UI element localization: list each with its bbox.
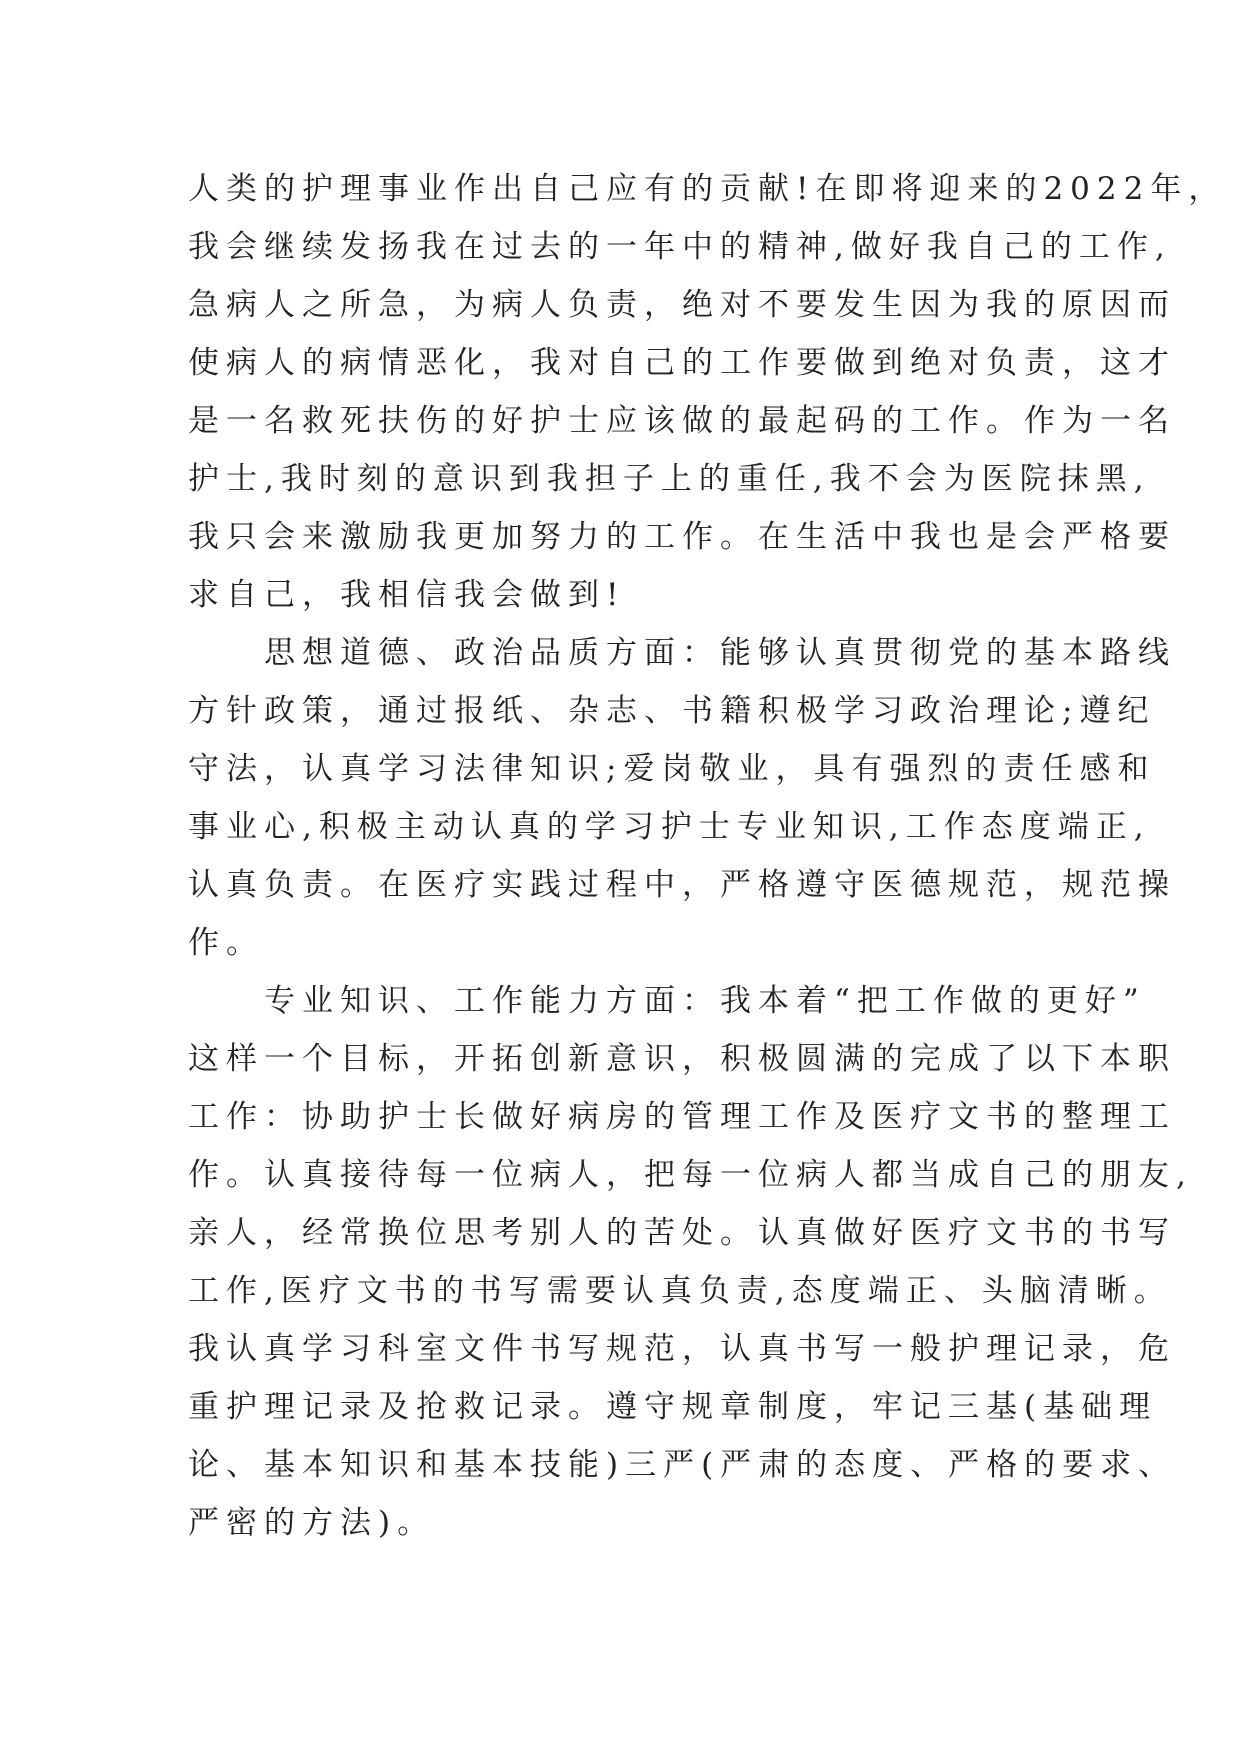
text-line: 事业心,积极主动认真的学习护士专业知识,工作态度端正, — [188, 809, 1151, 845]
text-line: 人类的护理事业作出自己应有的贡献!在即将迎来的2022年， — [188, 171, 1227, 207]
text-line: 急病人之所急，为病人负责，绝对不要发生因为我的原因而 — [188, 287, 1176, 323]
text-line: 这样一个目标，开拓创新意识，积极圆满的完成了以下本职 — [188, 1041, 1176, 1077]
text-line: 严密的方法)。 — [188, 1505, 436, 1541]
text-line: 我会继续发扬我在过去的一年中的精神,做好我自己的工作, — [188, 229, 1172, 265]
text-line: 认真负责。在医疗实践过程中，严格遵守医德规范，规范操 — [188, 867, 1176, 903]
text-line: 论、基本知识和基本技能)三严(严肃的态度、严格的要求、 — [188, 1447, 1177, 1483]
text-line: 专业知识、工作能力方面：我本着“把工作做的更好” — [188, 983, 1146, 1019]
text-line: 思想道德、政治品质方面：能够认真贯彻党的基本路线 — [188, 635, 1176, 671]
text-line: 我只会来激励我更加努力的工作。在生活中我也是会严格要 — [188, 519, 1176, 555]
text-line: 重护理记录及抢救记录。遵守规章制度，牢记三基(基础理 — [188, 1389, 1158, 1425]
text-line: 作。 — [188, 925, 264, 961]
text-line: 工作：协助护士长做好病房的管理工作及医疗文书的整理工 — [188, 1099, 1176, 1135]
text-line: 亲人，经常换位思考别人的苦处。认真做好医疗文书的书写 — [188, 1215, 1176, 1251]
text-line: 是一名救死扶伤的好护士应该做的最起码的工作。作为一名 — [188, 403, 1176, 439]
text-line: 守法，认真学习法律知识;爱岗敬业，具有强烈的责任感和 — [188, 751, 1156, 787]
text-line: 护士,我时刻的意识到我担子上的重任,我不会为医院抹黑, — [188, 461, 1151, 497]
text-line: 作。认真接待每一位病人，把每一位病人都当成自己的朋友, — [188, 1157, 1193, 1193]
text-line: 工作,医疗文书的书写需要认真负责,态度端正、头脑清晰。 — [188, 1273, 1172, 1309]
text-line: 求自己，我相信我会做到! — [188, 577, 626, 613]
text-line: 方针政策，通过报纸、杂志、书籍积极学习政治理论;遵纪 — [188, 693, 1156, 729]
body-text — [188, 160, 1227, 1552]
text-line: 使病人的病情恶化，我对自己的工作要做到绝对负责，这才 — [188, 345, 1176, 381]
text-line: 我认真学习科室文件书写规范，认真书写一般护理记录，危 — [188, 1331, 1176, 1367]
